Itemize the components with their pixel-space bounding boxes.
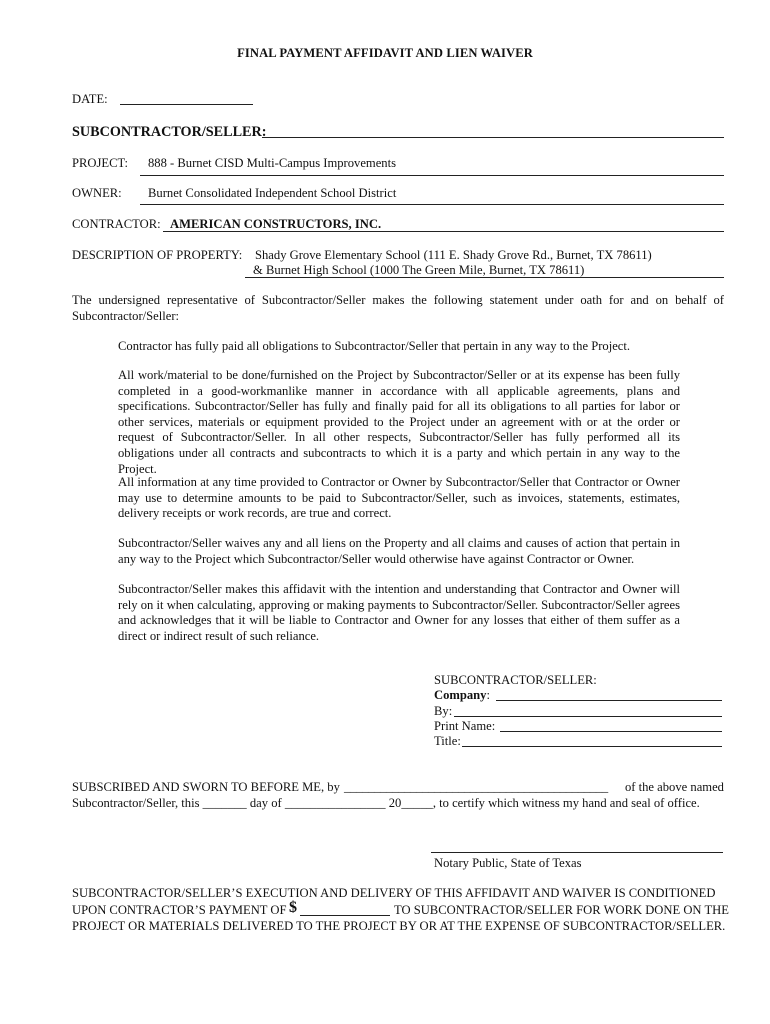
- title-label: Title:: [434, 734, 461, 748]
- closing-line-3: PROJECT OR MATERIALS DELIVERED TO THE PROJECT BY OR AT THE EXPENSE OF SUBCONTRACTOR/SELLER.: [72, 919, 726, 933]
- by-signature-field[interactable]: [454, 716, 722, 717]
- subcontractor-label: SUBCONTRACTOR/SELLER:: [72, 124, 267, 140]
- statement-paragraph-3: All information at any time provided to Contractor or Owner by Subcontractor/Seller that Contractor or Owner may use to determine amounts to be paid to Subcontractor/Seller, such as invoices, statements, estimates, delivery receipts or work records, are true and correct.: [118, 475, 680, 521]
- owner-field-line: [140, 204, 724, 205]
- contractor-value: AMERICAN CONSTRUCTORS, INC.: [170, 217, 382, 231]
- project-value: 888 - Burnet CISD Multi-Campus Improvements: [148, 156, 397, 170]
- document-title: FINAL PAYMENT AFFIDAVIT AND LIEN WAIVER: [237, 46, 533, 60]
- statement-paragraph-5: Subcontractor/Seller makes this affidavit with the intention and understanding that Contractor and Owner will rely on it when calculating, approving or making payments to Subcontractor/Seller. Subcontractor/Seller agrees and acknowledges that it will be liable to Contractor and Owner for any losses that either of them suffer as a direct or indirect result of such reliance.: [118, 582, 680, 643]
- statement-paragraph-2: All work/material to be done/furnished on the Project by Subcontractor/Seller or at its expense has been fully completed in a good-workmanlike manner in accordance with all applicable agreements, plans and specifications. Subcontractor/Seller has fully and finally paid for all its obligations to all parties for labor or other services, materials or equipment provided to the Project under an agreement with or at the order or request of Subcontractor/Seller. In all other respects, Subcontractor/Seller has fully performed all its obligations under all contracts and subcontracts to which it is a party and which pertain in any way to the Project.: [118, 368, 680, 476]
- print-name-field[interactable]: [500, 731, 722, 732]
- property-label: DESCRIPTION OF PROPERTY:: [72, 248, 243, 262]
- project-label: PROJECT:: [72, 156, 129, 170]
- contractor-field-line: [163, 231, 724, 232]
- company-label-wrap: [434, 688, 490, 703]
- sworn-name-blank[interactable]: ____________________________________________: [344, 780, 608, 794]
- notary-caption: Notary Public, State of Texas: [434, 856, 582, 870]
- payment-amount-field[interactable]: [300, 915, 390, 916]
- title-field[interactable]: [462, 746, 722, 747]
- property-field-line: [245, 277, 724, 278]
- date-label: DATE:: [72, 92, 108, 106]
- statement-paragraph-1: Contractor has fully paid all obligations to Subcontractor/Seller that pertain in any way to the Project.: [118, 339, 631, 353]
- owner-value: Burnet Consolidated Independent School District: [148, 186, 397, 200]
- sworn-line-2: Subcontractor/Seller, this _______ day of ________________ 20_____, to certify which witness my hand and seal of office.: [72, 796, 700, 810]
- closing-line-2-end: TO SUBCONTRACTOR/SELLER FOR WORK DONE ON THE: [394, 903, 729, 917]
- closing-line-1: SUBCONTRACTOR/SELLER’S EXECUTION AND DELIVERY OF THIS AFFIDAVIT AND WAIVER IS CONDITIONED: [72, 886, 716, 900]
- notary-signature-field[interactable]: [431, 852, 723, 853]
- statement-paragraph-4: Subcontractor/Seller waives any and all liens on the Property and all claims and causes of action that pertain in any way to the Project which Subcontractor/Seller would otherwise have against Contractor or Owner.: [118, 536, 680, 566]
- signature-heading: SUBCONTRACTOR/SELLER:: [434, 673, 597, 687]
- sworn-line-1-start: SUBSCRIBED AND SWORN TO BEFORE ME, by: [72, 780, 340, 794]
- payment-dollar-sign: $: [289, 899, 297, 916]
- date-field[interactable]: [120, 104, 253, 105]
- intro-statement: The undersigned representative of Subcontractor/Seller makes the following statement under oath for and on behalf of Subcontractor/Seller:: [72, 293, 724, 323]
- company-colon: :: [486, 688, 490, 702]
- company-field[interactable]: [496, 700, 722, 701]
- print-name-label: Print Name:: [434, 719, 496, 733]
- property-line-1: Shady Grove Elementary School (111 E. Shady Grove Rd., Burnet, TX 78611): [255, 248, 652, 262]
- contractor-label: CONTRACTOR:: [72, 217, 161, 231]
- subcontractor-field[interactable]: [262, 137, 724, 138]
- by-label: By:: [434, 704, 453, 718]
- owner-label: OWNER:: [72, 186, 122, 200]
- closing-line-2-start: UPON CONTRACTOR’S PAYMENT OF: [72, 903, 287, 917]
- property-line-2: & Burnet High School (1000 The Green Mile, Burnet, TX 78611): [253, 263, 585, 277]
- project-field-line: [140, 175, 724, 176]
- sworn-line-1-end: of the above named: [625, 780, 724, 794]
- company-label: Company: [434, 688, 487, 702]
